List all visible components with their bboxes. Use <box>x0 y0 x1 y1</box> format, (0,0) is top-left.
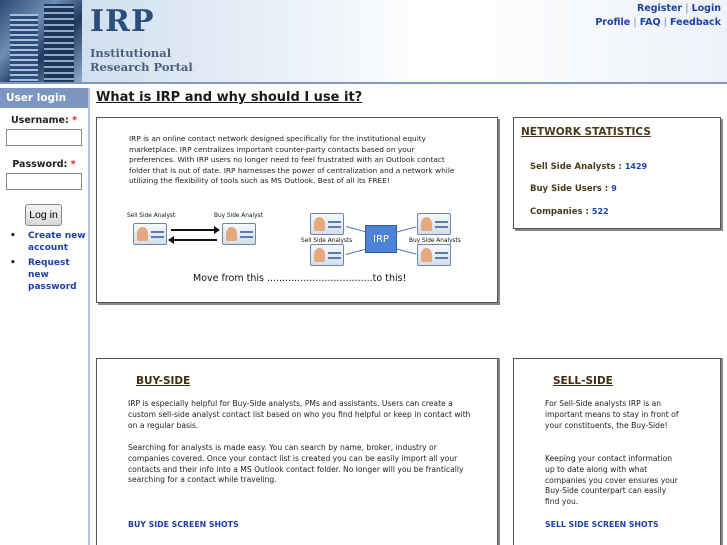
stats-title: NETWORK STATISTICS <box>521 126 651 138</box>
contact-card-icon <box>417 213 451 235</box>
page-title: What is IRP and why should I use it? <box>96 90 363 105</box>
sell-side-title: SELL-SIDE <box>553 375 613 387</box>
sell-side-paragraph-2: Keeping your contact information up to date along with what companies you cover ensures your Buy-Side counterpart can easily find you. <box>545 454 678 507</box>
building-logo-image <box>0 0 82 82</box>
password-input[interactable] <box>6 173 82 190</box>
contact-card-icon <box>133 223 167 245</box>
register-link[interactable]: Register <box>636 3 683 14</box>
user-login-heading: User login <box>0 88 88 108</box>
account-links: Register | Login <box>636 3 721 14</box>
list-item <box>0 230 88 254</box>
sell-side-paragraph-1: For Sell-Side analysts IRP is an important means to stay in front of your constituents, the Buy-Side! <box>545 399 679 430</box>
stat-buy-side-users: Buy Side Users : 9 <box>530 184 617 194</box>
network-statistics-panel <box>513 117 721 229</box>
sell-side-panel <box>513 358 721 545</box>
buy-side-screenshots-link[interactable]: BUY SIDE SCREEN SHOTS <box>128 520 239 529</box>
logo-subtitle-line1: Institutional <box>90 46 172 60</box>
buy-side-panel <box>96 358 498 545</box>
arrow-left-icon <box>173 239 217 241</box>
contact-card-icon <box>222 223 256 245</box>
connector-line <box>395 226 417 233</box>
logo-subtitle-line2: Research Portal <box>90 60 193 74</box>
buy-side-analyst-label: Buy Side Analyst <box>214 213 263 219</box>
faq-link[interactable]: FAQ <box>639 17 661 28</box>
logo-title[interactable]: IRP <box>90 4 155 39</box>
username-input[interactable] <box>6 129 82 146</box>
contact-card-icon <box>310 244 344 266</box>
buy-side-analysts-label: Buy Side Analysts <box>409 238 461 244</box>
intro-panel <box>96 117 498 303</box>
password-label: Password: * <box>12 159 76 170</box>
diagram-caption: Move from this ...................................to this! <box>193 273 407 284</box>
profile-link[interactable]: Profile <box>595 17 631 28</box>
arrow-right-icon <box>171 229 215 231</box>
account-links-list <box>0 230 88 293</box>
stat-sell-side-analysts: Sell Side Analysts : 1429 <box>530 162 648 172</box>
username-label: Username: * <box>10 115 78 126</box>
intro-text: IRP is an online contact network designed specifically for the institutional equity marketplace. IRP centralizes important counter-party contacts based on your preferences. With IRP users no longer need to feel frustrated with an Outlook contact folder that is out of date. IRP harnesses the power of centralization and a network while utilizing the flexibility of tools such as MS Outlook. Best of all its FREE! <box>129 134 455 185</box>
feedback-link[interactable]: Feedback <box>670 17 721 28</box>
sell-side-analyst-label: Sell Side Analyst <box>127 213 176 219</box>
stat-companies: Companies : 522 <box>530 207 609 217</box>
login-sidebar <box>0 88 88 545</box>
create-account-link[interactable]: Create new account <box>28 231 86 253</box>
connector-line <box>395 248 417 255</box>
irp-hub-icon: IRP <box>365 225 397 253</box>
site-links: Profile | FAQ | Feedback <box>595 17 721 28</box>
request-password-link[interactable]: Request new password <box>28 258 77 292</box>
sell-side-screenshots-link[interactable]: SELL SIDE SCREEN SHOTS <box>545 520 659 529</box>
buy-side-paragraph-1: IRP is especially helpful for Buy-Side analysts, PMs and assistants. Users can create a custom sell-side analyst contact list based on who you find helpful or keep in contact with on a regular basis. <box>128 399 471 430</box>
login-button[interactable]: Log in <box>25 204 62 226</box>
sell-side-analysts-label: Sell Side Analysts <box>301 238 353 244</box>
site-header <box>0 0 727 84</box>
buy-side-title: BUY-SIDE <box>136 375 191 387</box>
sidebar-divider <box>88 88 90 545</box>
list-item <box>0 257 88 293</box>
contact-card-icon <box>417 244 451 266</box>
contact-card-icon <box>310 213 344 235</box>
buy-side-paragraph-2: Searching for analysts is made easy. You can search by name, broker, industry or companies covered. Once your contact list is created you can be easily import all your contacts and their info into a MS Outlook contact folder. No longer will you be frantically searching for a contact while traveling. <box>128 443 464 485</box>
login-link[interactable]: Login <box>691 3 721 14</box>
